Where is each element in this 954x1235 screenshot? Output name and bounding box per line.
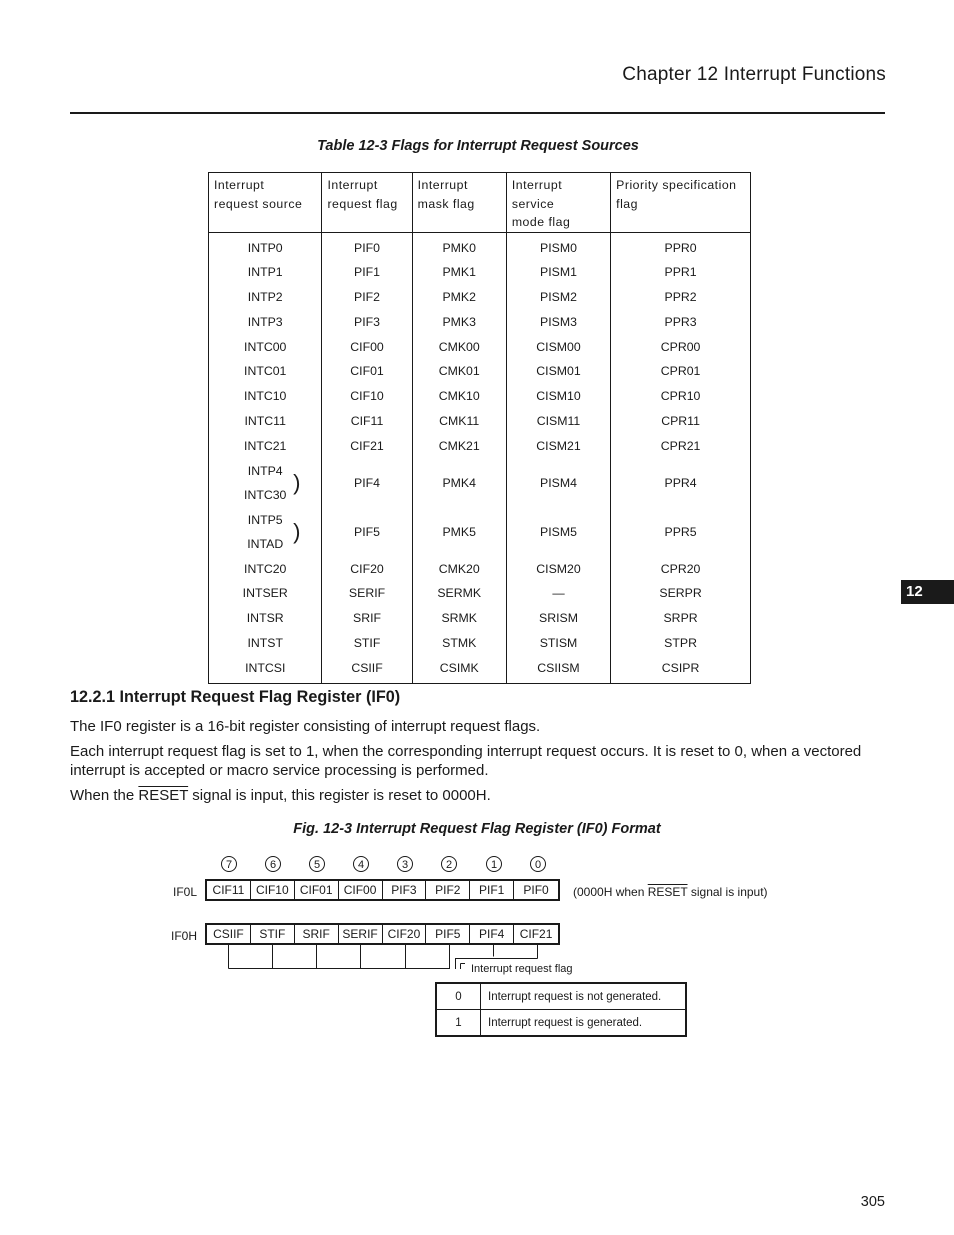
table-cell: STISM [506, 631, 610, 656]
table-cell: PPR2 [611, 285, 751, 310]
legend-value: 1 [436, 1010, 481, 1037]
table-row [209, 557, 751, 582]
table-body [209, 232, 751, 683]
bit-cell: SRIF [295, 925, 339, 943]
chapter-header: Chapter 12 Interrupt Functions [622, 64, 886, 85]
bit-cell: PIF3 [383, 881, 427, 899]
table-row [209, 606, 751, 631]
bit-cell: PIF0 [523, 883, 549, 897]
register-name-if0h: IF0H [171, 929, 198, 943]
table-cell: INTC01 [209, 359, 322, 384]
table-cell: INTC21 [209, 434, 322, 459]
table-caption: Table 12-3 Flags for Interrupt Request Sources [317, 138, 639, 154]
chapter-tab: 12 [901, 580, 954, 604]
table-cell: CIF01 [322, 359, 412, 384]
table-cell: CISM00 [506, 335, 610, 360]
table-cell: INTC00 [209, 335, 322, 360]
bit-cell: STIF [251, 925, 295, 943]
bit-cell: PIF2 [426, 881, 470, 899]
table-cell: CSIIF [322, 656, 412, 683]
table-cell: SERPR [611, 581, 751, 606]
header-service-mode-flag: Interrupt service mode flag [506, 173, 610, 233]
table-cell: CMK11 [412, 409, 506, 434]
table-cell: CIF21 [322, 434, 412, 459]
header-mask-flag: Interrupt mask flag [412, 173, 506, 233]
bit-number-2: 2 [441, 856, 457, 872]
table-cell: INTP5 INTAD ) [209, 508, 322, 557]
table-row [209, 409, 751, 434]
table-row [209, 459, 751, 508]
table-cell: INTP3 [209, 310, 322, 335]
table-cell: PMK5 [412, 508, 506, 557]
table-cell: PMK4 [412, 459, 506, 508]
grouping-brace: ) [293, 469, 301, 495]
reset-signal: RESET [138, 787, 189, 804]
bit-number-3: 3 [397, 856, 413, 872]
bit-cell: PIF4 [470, 925, 514, 943]
legend-description: Interrupt request is generated. [481, 1010, 687, 1037]
table-row [209, 260, 751, 285]
legend-value: 0 [436, 983, 481, 1010]
table-cell: PMK2 [412, 285, 506, 310]
table-cell: CMK10 [412, 384, 506, 409]
table-cell: PIF3 [322, 310, 412, 335]
header-priority-flag: Priority specification flag [611, 173, 751, 233]
table-cell: STPR [611, 631, 751, 656]
interrupt-flags-table [208, 172, 751, 684]
register-name-if0l: IF0L [173, 885, 198, 899]
table-cell: CISM11 [506, 409, 610, 434]
table-cell: CISM01 [506, 359, 610, 384]
table-cell: SRMK [412, 606, 506, 631]
table-cell: CPR00 [611, 335, 751, 360]
table-cell: CPR11 [611, 409, 751, 434]
bit-number-0: 0 [530, 856, 546, 872]
bit-number-6: 6 [265, 856, 281, 872]
bit-cell: CIF10 [251, 881, 295, 899]
bit-cell: CIF01 [295, 881, 339, 899]
table-row [209, 656, 751, 683]
table-cell: SRISM [506, 606, 610, 631]
table-cell: — [506, 581, 610, 606]
table-cell: CIF11 [322, 409, 412, 434]
table-cell: CPR20 [611, 557, 751, 582]
table-cell: PIF5 [322, 508, 412, 557]
legend-row [436, 983, 686, 1010]
table-cell: PIF4 [322, 459, 412, 508]
table-cell: INTCSI [209, 656, 322, 683]
register-if0l [205, 879, 560, 901]
table-cell: INTST [209, 631, 322, 656]
flag-legend-table [435, 982, 687, 1037]
bit-cell: CIF11 [207, 881, 251, 899]
table-cell: PMK3 [412, 310, 506, 335]
interrupt-request-flag-label: Interrupt request flag [471, 963, 573, 975]
bit-cell: CIF00 [339, 881, 383, 899]
table-header-row [209, 173, 751, 233]
register-if0h [205, 923, 560, 945]
table-cell: SRIF [322, 606, 412, 631]
table-row [209, 285, 751, 310]
table-cell: CMK21 [412, 434, 506, 459]
table-cell: CPR01 [611, 359, 751, 384]
reset-signal: RESET [647, 885, 688, 899]
table-cell: CSIPR [611, 656, 751, 683]
table-cell: CMK20 [412, 557, 506, 582]
bit-number-4: 4 [353, 856, 369, 872]
table-cell: PMK1 [412, 260, 506, 285]
paragraph-reset-behavior: When the RESET signal is input, this register is reset to 0000H. [70, 787, 491, 804]
table-cell: CIF00 [322, 335, 412, 360]
table-cell: INTC10 [209, 384, 322, 409]
table-cell: CPR21 [611, 434, 751, 459]
reset-value-note: (0000H when RESET signal is input) [573, 885, 768, 899]
table-cell: PPR1 [611, 260, 751, 285]
bit-cell: CSIIF [207, 925, 251, 943]
table-cell: CISM21 [506, 434, 610, 459]
bit-cell: SERIF [339, 925, 383, 943]
table-cell: INTC11 [209, 409, 322, 434]
table-cell: PISM3 [506, 310, 610, 335]
table-cell: PIF0 [322, 232, 412, 260]
header-rule [70, 112, 885, 114]
table-row [209, 581, 751, 606]
legend-description: Interrupt request is not generated. [488, 990, 662, 1003]
table-row [209, 508, 751, 557]
paragraph-flag-behavior: Each interrupt request flag is set to 1, when the corresponding interrupt request occurs. It is reset to 0, when a vectored interrupt is accepted or macro service processing is performed. [70, 743, 862, 779]
table-cell: PPR4 [611, 459, 751, 508]
table-cell: PPR3 [611, 310, 751, 335]
table-cell: CSIISM [506, 656, 610, 683]
table-cell: PISM2 [506, 285, 610, 310]
table-row [209, 359, 751, 384]
header-request-source: Interrupt request source [209, 173, 322, 233]
table-cell: CPR10 [611, 384, 751, 409]
table-cell: SERIF [322, 581, 412, 606]
table-cell: CIF20 [322, 557, 412, 582]
table-cell: STMK [412, 631, 506, 656]
bit-number-7: 7 [221, 856, 237, 872]
table-cell: PPR0 [611, 232, 751, 260]
bit-cell: PIF1 [470, 881, 514, 899]
section-heading: 12.2.1 Interrupt Request Flag Register (IF0) [70, 688, 401, 706]
bit-number-5: 5 [309, 856, 325, 872]
table-row [209, 384, 751, 409]
bit-cell: CIF21 [519, 927, 553, 941]
table-cell: PISM4 [506, 459, 610, 508]
table-row [209, 310, 751, 335]
table-cell: PMK0 [412, 232, 506, 260]
paragraph-register-description: The IF0 register is a 16-bit register consisting of interrupt request flags. [70, 718, 541, 735]
table-row [209, 631, 751, 656]
page-number: 305 [860, 1194, 885, 1210]
bit-cell: CIF20 [383, 925, 427, 943]
table-cell: CSIMK [412, 656, 506, 683]
table-cell: SRPR [611, 606, 751, 631]
table-row [209, 335, 751, 360]
table-cell: CIF10 [322, 384, 412, 409]
bit-cell: PIF5 [426, 925, 470, 943]
table-cell: INTP1 [209, 260, 322, 285]
grouping-brace: ) [293, 518, 301, 544]
table-cell: CISM10 [506, 384, 610, 409]
bit-number-1: 1 [486, 856, 502, 872]
table-cell: STIF [322, 631, 412, 656]
table-cell: PIF2 [322, 285, 412, 310]
table-row [209, 232, 751, 260]
legend-row [436, 1010, 686, 1037]
table-cell: PPR5 [611, 508, 751, 557]
table-cell: PISM5 [506, 508, 610, 557]
figure-caption: Fig. 12-3 Interrupt Request Flag Register (IF0) Format [293, 821, 661, 837]
table-cell: INTSER [209, 581, 322, 606]
table-cell: INTP4 INTC30 ) [209, 459, 322, 508]
table-cell: SERMK [412, 581, 506, 606]
table-cell: PISM0 [506, 232, 610, 260]
table-cell: INTP0 [209, 232, 322, 260]
table-row [209, 434, 751, 459]
header-request-flag: Interrupt request flag [322, 173, 412, 233]
table-cell: PIF1 [322, 260, 412, 285]
table-cell: CISM20 [506, 557, 610, 582]
table-cell: CMK01 [412, 359, 506, 384]
table-cell: INTSR [209, 606, 322, 631]
table-cell: INTC20 [209, 557, 322, 582]
table-cell: INTP2 [209, 285, 322, 310]
table-cell: CMK00 [412, 335, 506, 360]
table-cell: PISM1 [506, 260, 610, 285]
